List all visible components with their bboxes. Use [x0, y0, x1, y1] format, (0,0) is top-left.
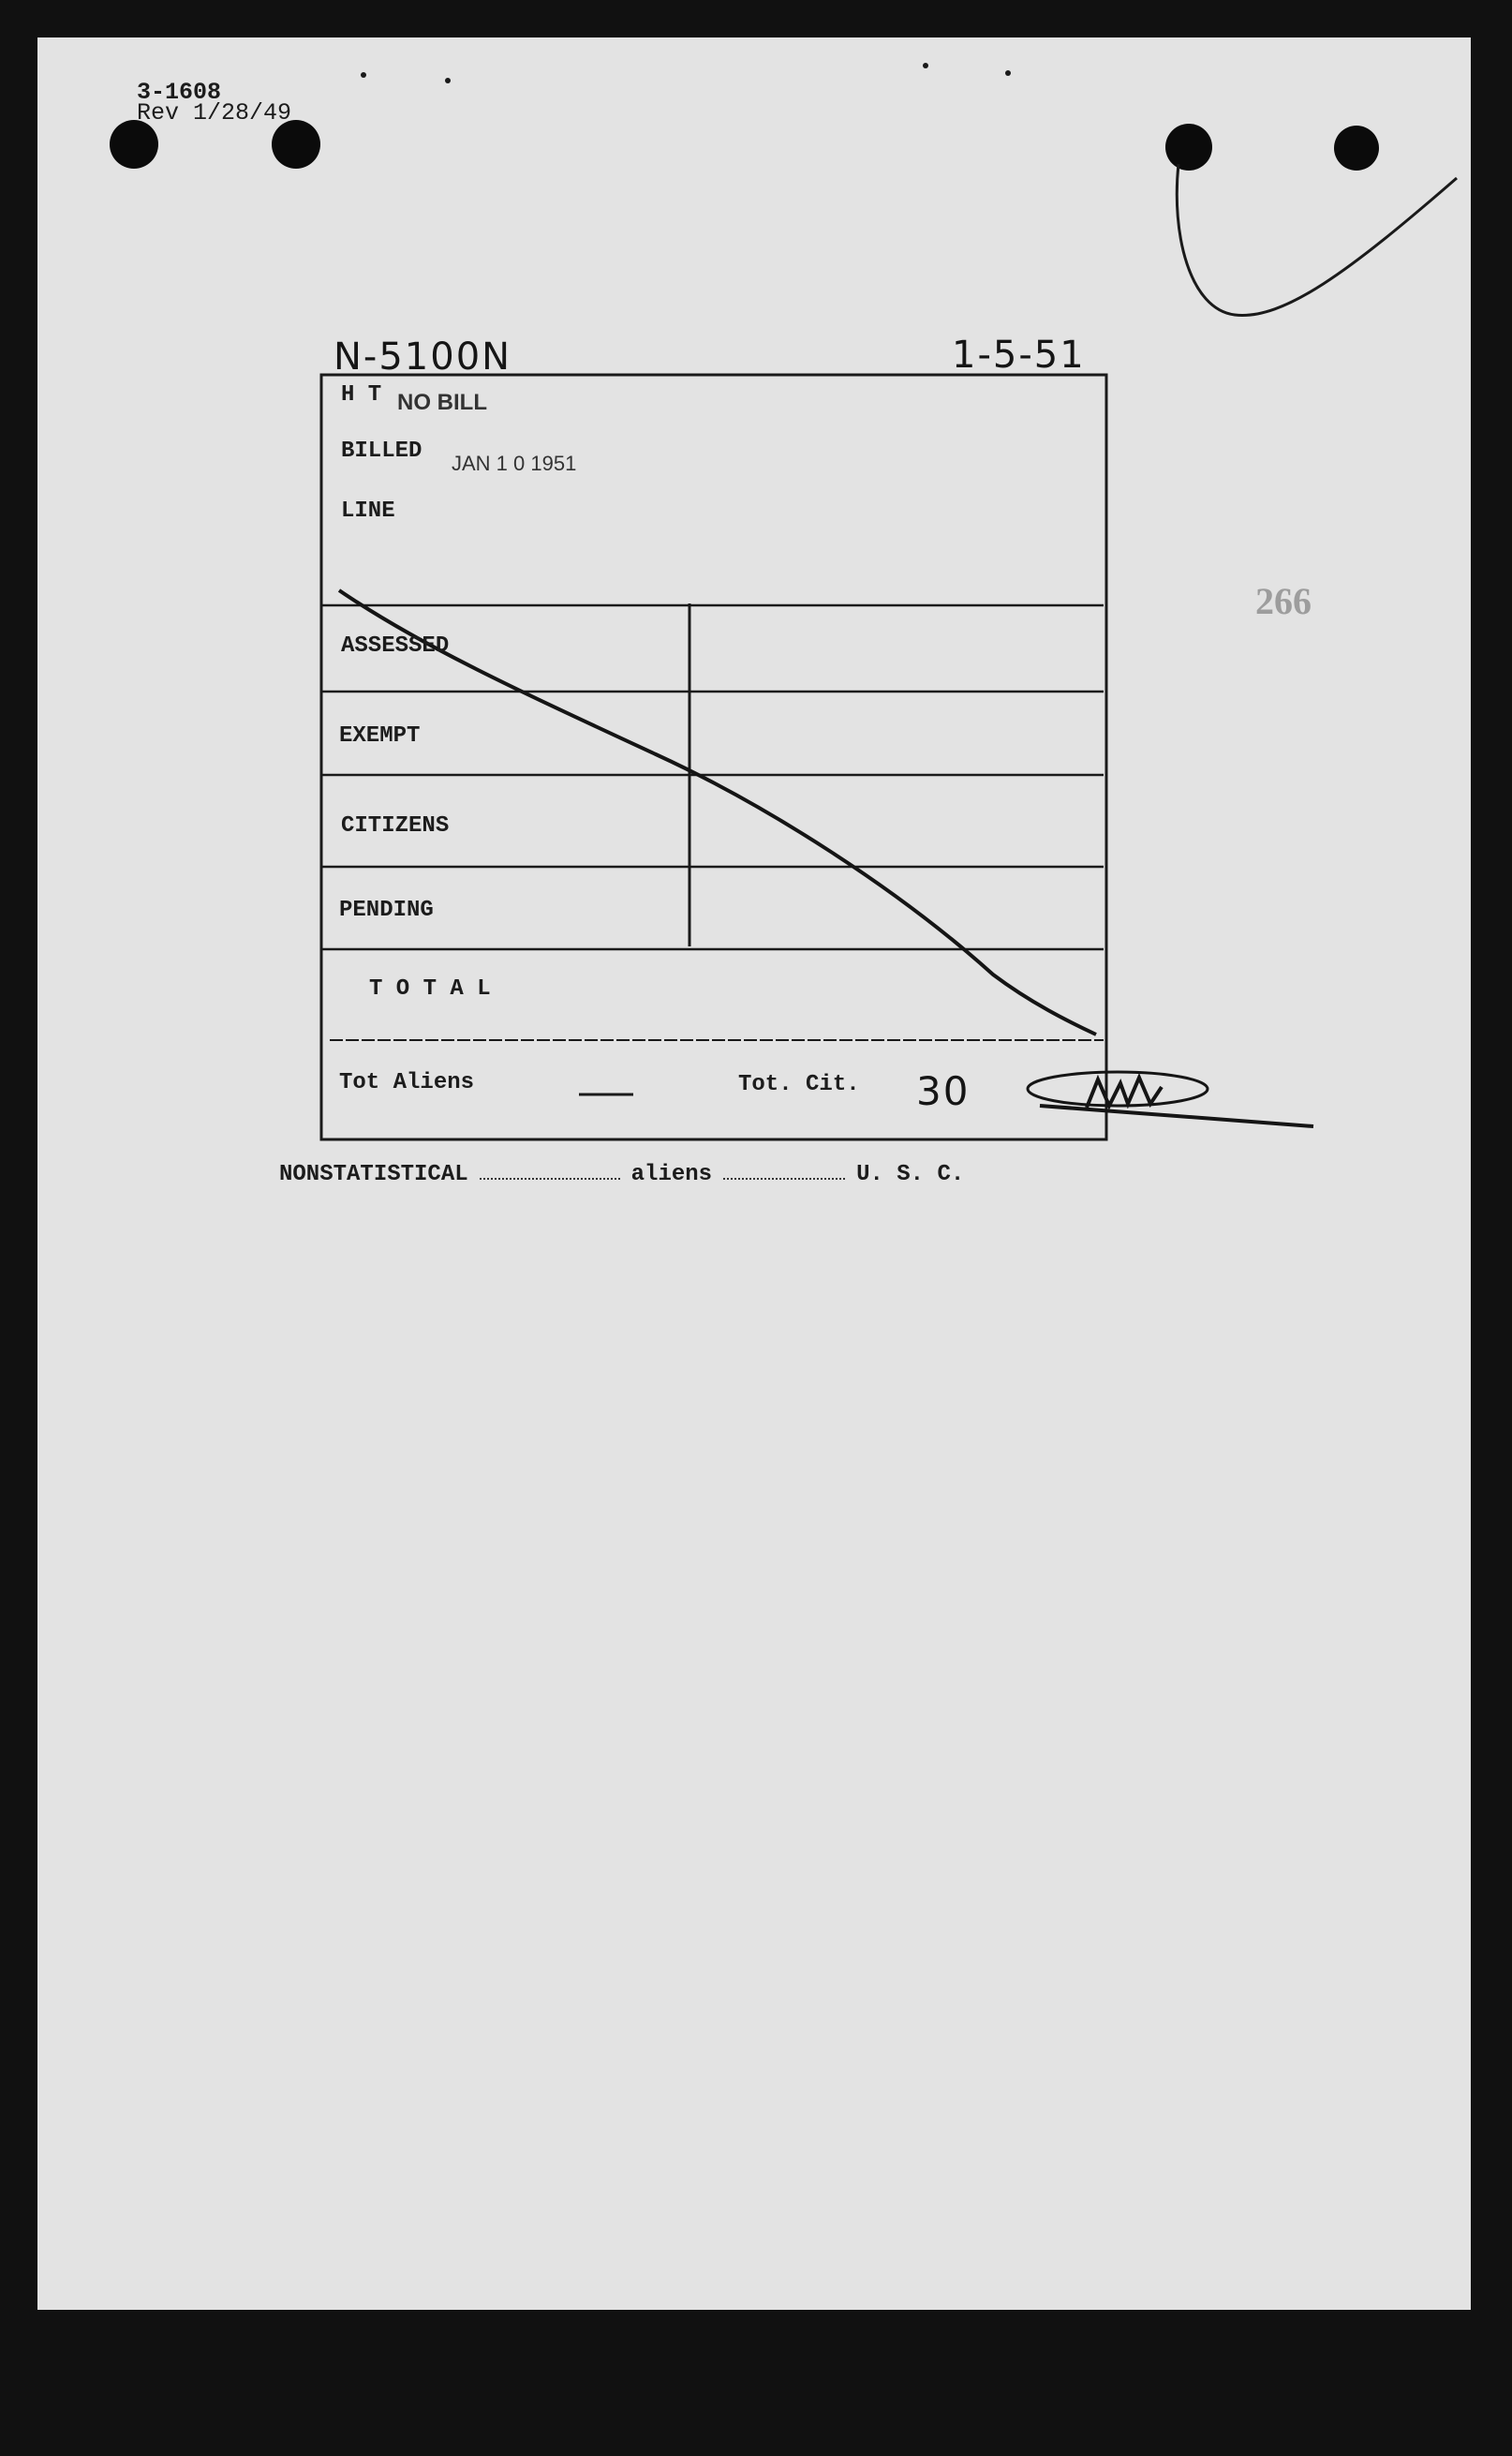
- tot-aliens-label: Tot Aliens: [339, 1070, 475, 1095]
- speck-1: [361, 72, 366, 78]
- speck-2: [445, 78, 451, 83]
- row-label-total: T O T A L: [369, 976, 491, 1002]
- form-number: 3-1608: [137, 79, 222, 106]
- usc-label: U. S. C.: [856, 1162, 965, 1187]
- initials-scrawl: [1087, 1078, 1162, 1108]
- form-revision: Rev 1/28/49: [137, 99, 292, 127]
- ink-curve-mark: [1177, 164, 1457, 315]
- speck-4: [1005, 70, 1011, 76]
- aliens-label: aliens: [630, 1162, 713, 1187]
- tot-cit-label: Tot. Cit.: [738, 1072, 860, 1097]
- row-label-pending: PENDING: [339, 898, 434, 923]
- initials-underline: [1040, 1106, 1313, 1126]
- nonstatistical-blank: [480, 1178, 620, 1180]
- tot-cit-value: 30: [916, 1068, 971, 1114]
- table-border: [321, 375, 1106, 1139]
- aliens-blank: [723, 1178, 845, 1180]
- row-label-billed: BILLED: [341, 439, 422, 464]
- cancellation-line: [339, 590, 1096, 1034]
- handwritten-date: 1-5-51: [952, 334, 1086, 377]
- row-label-line: LINE: [341, 499, 395, 524]
- nonstatistical-label: NONSTATISTICAL: [279, 1162, 468, 1187]
- row-label-exempt: EXEMPT: [339, 723, 421, 749]
- billed-date-stamp: JAN 1 0 1951: [452, 452, 577, 475]
- speck-3: [923, 63, 928, 68]
- row-label-ht: H T: [341, 382, 382, 408]
- row-label-citizens: CITIZENS: [341, 813, 450, 839]
- case-number: N-5100N: [334, 335, 512, 379]
- nonstatistical-line: [279, 1162, 964, 1187]
- page-number: 266: [1255, 580, 1312, 622]
- row-label-assessed: ASSESSED: [341, 633, 450, 659]
- no-bill-stamp: NO BILL: [397, 390, 487, 415]
